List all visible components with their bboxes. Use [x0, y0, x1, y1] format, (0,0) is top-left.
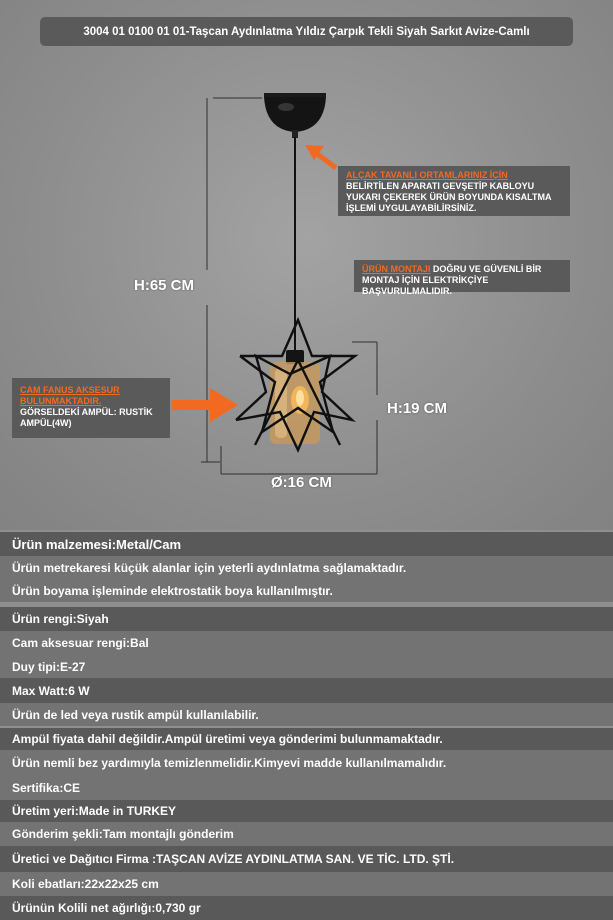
- ceiling-canopy: [264, 93, 326, 138]
- spec-row: Üretici ve Dağıtıcı Firma :TAŞCAN AVİZE AYDINLATMA SAN. VE TİC. LTD. ŞTİ.: [0, 846, 613, 872]
- spec-row: Duy tipi:E-27: [0, 655, 613, 678]
- low-ceiling-note-title: ALÇAK TAVANLI ORTAMLARINIZ İÇİN: [346, 170, 508, 180]
- glass-accessory-note-title: CAM FANUS AKSESUR BULUNMAKTADIR.: [20, 385, 120, 406]
- lamp-socket: [286, 350, 304, 364]
- spec-row: Koli ebatları:22x22x25 cm: [0, 872, 613, 896]
- low-ceiling-note-text: BELİRTİLEN APARATI GEVŞETİP KABLOYU YUKARI ÇEKEREK ÜRÜN BOYUNDA KISALTMA İŞLEMİ UYGULAYABİLİRSİNİZ.: [346, 181, 552, 213]
- spec-row: Ürün malzemesi:Metal/Cam: [0, 532, 613, 556]
- spec-row: Ürün rengi:Siyah: [0, 607, 613, 631]
- shade-height-dimension-line: [352, 342, 377, 474]
- total-height-label: H:65 CM: [134, 277, 195, 294]
- glass-accessory-arrow: [172, 388, 238, 422]
- diameter-label: Ø:16 CM: [271, 474, 332, 491]
- spec-row: Max Watt:6 W: [0, 678, 613, 703]
- mounting-note-text: DOĞRU VE GÜVENLİ BİR MONTAJ İÇİN ELEKTRİKÇİYE BAŞVURULMALIDIR.: [362, 264, 542, 296]
- low-ceiling-arrow: [305, 145, 336, 168]
- spec-row: Sertifika:CE: [0, 776, 613, 800]
- spec-row: Ampül fiyata dahil değildir.Ampül üretimi veya gönderimi bulunmamaktadır.: [0, 728, 613, 750]
- mounting-note-title: ÜRÜN MONTAJI: [362, 264, 431, 274]
- mounting-note: [354, 260, 570, 296]
- spec-row: Gönderim şekli:Tam montajlı gönderim: [0, 822, 613, 846]
- product-title: 3004 01 0100 01 01-Taşcan Aydınlatma Yıldız Çarpık Tekli Siyah Sarkıt Avize-Camlı: [40, 17, 573, 46]
- spec-row: Ürün metrekaresi küçük alanlar için yeterli aydınlatma sağlamaktadır.: [0, 556, 613, 580]
- spec-row: Ürünün Kolili net ağırlığı:0,730 gr: [0, 896, 613, 920]
- spec-row: Cam aksesuar rengi:Bal: [0, 631, 613, 655]
- spec-row: Ürün de led veya rustik ampül kullanılabilir.: [0, 703, 613, 726]
- glass-accessory-note-text: GÖRSELDEKİ AMPÜL: RUSTİK AMPÜL(4W): [20, 407, 153, 428]
- spec-row: Ürün boyama işleminde elektrostatik boya kullanılmıştır.: [0, 580, 613, 602]
- spec-row: Ürün nemli bez yardımıyla temizlenmelidir.Kimyevi madde kullanılmamalıdır.: [0, 750, 613, 776]
- glass-accessory-note: [12, 378, 170, 438]
- shade-height-label: H:19 CM: [387, 400, 448, 417]
- low-ceiling-note: [338, 166, 570, 216]
- spec-row: Üretim yeri:Made in TURKEY: [0, 800, 613, 822]
